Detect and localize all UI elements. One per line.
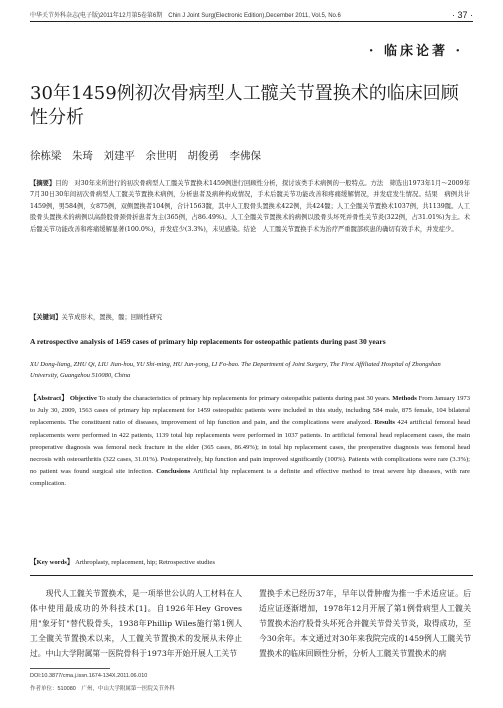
keywords-label: 【关键词】 bbox=[30, 314, 62, 321]
conclusions-text: Artificial hip replacement is a definite and effective method to treat severe hip diseases, with rare complication. bbox=[30, 468, 470, 488]
abstract-text: 目的 对30年来所进行的初次骨病型人工髋关节置换术1459例进行回顾性分析，探讨该类手术病例的一般特点。方法 筛选出1973年1月～2009年7月30日30年间初次骨病型人工髋关节置换术病例，分析患者及病种构成情况，手术后髋关节功能改善和疼痛缓解情况，并发症发生情况。结果 病例共计1459例，男584例，女875例，双侧置换者104例，合计1563髋，其中人工股骨头置换术422例，共424髋；人工全髋关节置换术1037例，共1139髋。人工股骨头置换术的病例以高龄股骨颈骨折患者为主(365例，占86.49%)。人工全髋关节置换术的病例以股骨头坏死并骨性关节炎(322例，占31.01%)为主。术后髋关节功能改善和疼痛缓解显著(100.0%)，并发症少(3.3%)，未见感染。结论 人工髋关节置换手术为治疗严重髋部疾患的确切有效手术，并发症少。 bbox=[30, 180, 470, 233]
section-label: · 临床论著 · bbox=[368, 44, 463, 59]
english-keywords bbox=[30, 556, 470, 566]
english-title: A retrospective analysis of 1459 cases of primary hip replacements for osteopathic patients during past 30 years bbox=[30, 337, 386, 346]
chinese-abstract bbox=[30, 178, 470, 235]
affiliation-text: 作者单位：510080 广州，中山大学附属第一医院关节外科 bbox=[30, 686, 175, 692]
results-text: 424 artificial femoral head replacements were performed in 422 patients, 1139 total hip replacements were performed in 1037 patients. In artificial femoral head replacement cases, the main preoperative diagnosis was femoral neck fracture in the elder (365 cases, 86.49%); in total hip replacement cases, the preoperative diagnosis was femoral head necrosis with osteoarthritis (322 cases, 31.01%). Postoperatively, hip function and pain improved significantly (100%). Patients with complications were rare (3.3%); no patient was found surgical site infection. bbox=[30, 419, 470, 476]
en-abstract-label: 【Abstract】 bbox=[30, 395, 69, 402]
english-authors: XU Dong-liang, ZHU Qi, LIU Jian-hou, YU Shi-ming, HU Jun-yong, LI Fo-bao. The Department of Joint Surgery, The First Affiliated Hospital of Zhongshan University, Guangzhou 510080, China bbox=[30, 361, 441, 379]
abstract-label: 【摘要】 bbox=[30, 180, 56, 187]
doi-text: DOI:10.3877/cma.j.issn.1674-134X.2011.06.010 bbox=[30, 673, 148, 679]
objective-label: Objective bbox=[69, 395, 97, 402]
author-list: 徐栋梁 朱琦 刘建平 余世明 胡俊勇 李佛保 bbox=[30, 150, 261, 162]
en-keywords-label: 【Key words】 bbox=[30, 559, 74, 566]
body-column-right: 置换手术已经历37年，早年以骨肿瘤为推一手术适应证。后适应证逐渐增加，1978年12月开展了第1例骨病型人工髋关节置换术治疗股骨头坏死合并髋关节骨关节炎，取得成功，至今30余年。本文通过对30年来我院完成的1459例人工髋关节置换术的临床回顾性分析，分析人工髋关节置换术的病 bbox=[259, 589, 471, 658]
results-label: Results bbox=[374, 419, 395, 427]
article-title: 30年1459例初次骨病型人工髋关节置换术的临床回顾性分析 bbox=[30, 83, 459, 128]
header-rule bbox=[30, 21, 473, 22]
english-abstract bbox=[30, 393, 470, 491]
en-keywords-text: Arthroplasty, replacement, hip; Retrospective studies bbox=[75, 559, 215, 566]
objective-text: To study the characteristics of primary hip replacements for primary osteopathic patients during past 30 years. bbox=[98, 395, 391, 402]
conclusions-label: Conclusions bbox=[156, 468, 191, 476]
keywords-text: 关节成形术，置换，髋；回顾性研究 bbox=[61, 314, 163, 321]
methods-text: From January 1973 to July 30, 2009, 1563 cases of primary hip replacement for 1459 osteopathic patients were included in this study, including 584 male, 875 female, 104 bilateral replacements. The constituent ratio of diseases, improvement of hip function and pain, and the complications were analyzed. bbox=[30, 395, 471, 427]
body-column-left: 现代人工髋关节置换术，是一项举世公认的人工材料在人体中使用最成功的外科技术[1]。自1926年Hey Groves用"象牙钉"替代股骨头，1938年Phillip Wiles施行第1例人工全髋关节置换术以来，人工髋关节置换术的发展从未停止过。中山大学附属第一医院骨科于1973年开始开展人工关节 bbox=[30, 589, 242, 658]
journal-header: 中华关节外科杂志(电子版)2011年12月第5卷第6期 Chin J Joint Surg(Electronic Edition),December 2011, Vol.5, No.6 bbox=[30, 13, 341, 19]
abstract-divider bbox=[30, 575, 473, 576]
chinese-keywords bbox=[30, 312, 470, 323]
page-number: · 37 · bbox=[451, 10, 473, 20]
methods-label: Methods bbox=[392, 395, 417, 402]
footnote-rule bbox=[30, 668, 110, 669]
